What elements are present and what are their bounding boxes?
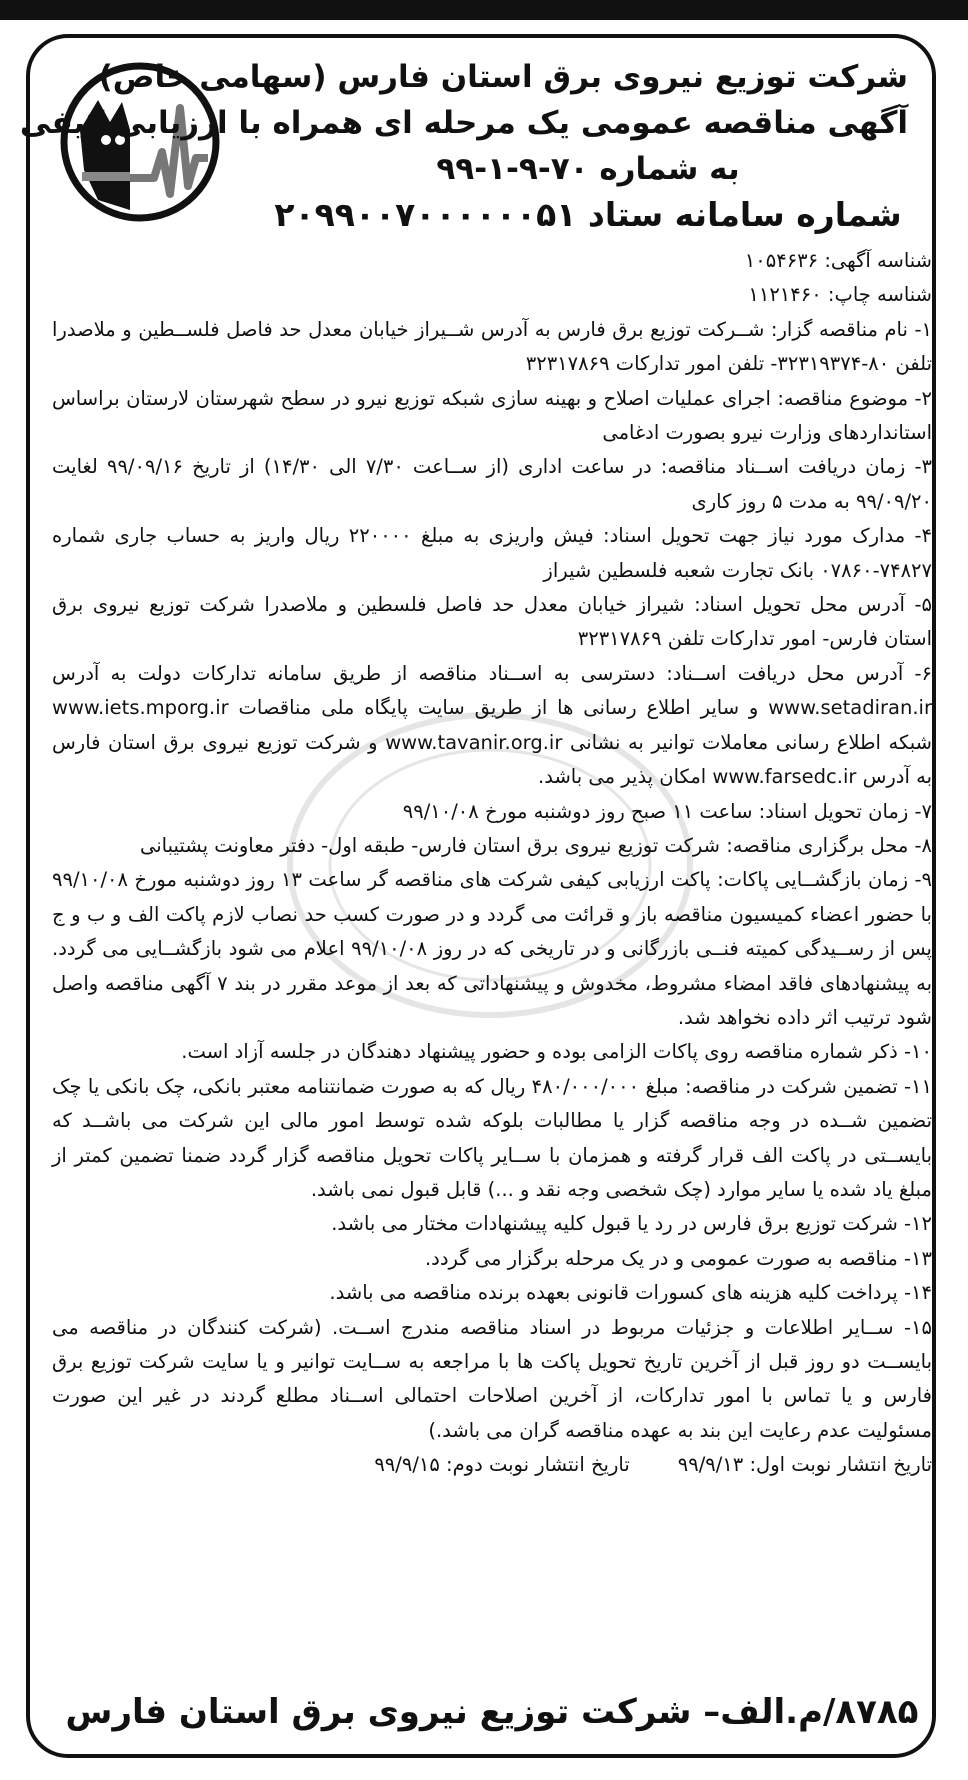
item-3: ۳- زمان دریافت اســناد مناقصه: در ساعت اداری (از ســاعت ۷/۳۰ الی ۱۴/۳۰) از تاریخ ۹۹/۰۹/۱۶ لغایت ۹۹/۰۹/۲۰ به مدت ۵ روز کاری <box>52 455 932 513</box>
item-9: ۹- زمان بازگشــایی پاکات: پاکت ارزیابی کیفی شرکت های مناقصه گر ساعت ۱۳ روز دوشنبه مورخ ۹۹/۱۰/۰۸ با حضور اعضاء کمیسیون مناقصه باز و قرائت می گردد و در صورت کسب حد نصاب لازم پاکت الف و ب و ج پس از رســیدگی کمیته فنــی بازرگانی و در تاریخی که در روز ۹۹/۱۰/۰۸ اعلام می شود بازگشــایی می گردد. به پیشنهادهای فاقد امضاء مشروط، مخدوش و پیشنهاداتی که بعد از موعد مقرر در بند ۷ آگهی مناقصه واصل شود ترتیب اثر داده نخواهد شد. <box>52 868 932 1029</box>
tender-number: به شماره ۷۰-۹-۱-۹۹ <box>436 151 740 187</box>
company-title: شرکت توزیع نیروی برق استان فارس (سهامی خاص) <box>98 59 908 95</box>
item-8: ۸- محل برگزاری مناقصه: شرکت توزیع نیروی برق استان فارس- طبقه اول- دفتر معاونت پشتیبانی <box>140 833 932 857</box>
item-6: ۶- آدرس محل دریافت اســناد: دسترسی به اســناد مناقصه از طریق سامانه تدارکات دولت به آدرس www.setadiran.ir و سایر اطلاع رسانی ها از طریق سایت پایگاه ملی مناقصات www.iets.mporg.ir شبکه اطلاع رسانی معاملات توانیر به نشانی www.tavanir.org.ir و شرکت توزیع نیروی برق استان فارس به آدرس www.farsedc.ir امکان پذیر می باشد. <box>52 661 932 789</box>
item-11: ۱۱- تضمین شرکت در مناقصه: مبلغ ۴۸۰/۰۰۰/۰۰۰ ریال که به صورت ضمانتنامه معتبر بانکی، چک بانکی یا چک تضمین شــده در وجه مناقصه گزار یا مطالبات بلوکه شده توسط امور مالی این شرکت می باشــد که بایســتی در پاکت الف قرار گرفته و همزمان با ســایر پاکات تحویل مناقصه گزار گردد ضمنا تضمین کمتر از مبلغ یاد شده یا سایر موارد (چک شخصی وجه نقد و ...) قابل قبول نمی باشد. <box>52 1074 932 1201</box>
item-7: ۷- زمان تحویل اسناد: ساعت ۱۱ صبح روز دوشنبه مورخ ۹۹/۱۰/۰۸ <box>402 799 932 823</box>
print-id: شناسه چاپ: ۱۱۲۱۴۶۰ <box>748 283 932 307</box>
notice-footer: ۸۷۸۵/م.الف– شرکت توزیع نیروی برق استان فارس <box>65 1692 919 1732</box>
item-12: ۱۲- شرکت توزیع برق فارس در رد یا قبول کلیه پیشنهادات مختار می باشد. <box>331 1212 932 1236</box>
item-14: ۱۴- پرداخت کلیه هزینه های کسورات قانونی بعهده برنده مناقصه می باشد. <box>329 1281 932 1305</box>
notice-id: شناسه آگهی: ۱۰۵۴۶۳۶ <box>744 249 932 272</box>
item-4: ۴- مدارک مورد نیاز جهت تحویل اسناد: فیش واریزی به مبلغ ۲۲۰۰۰۰ ریال واریز به حساب جاری شماره ۷۴۸۲۷-۰۷۸۶۰ بانک تجارت شعبه فلسطین شیراز <box>52 524 932 582</box>
publication-first: تاریخ انتشار نوبت اول: ۹۹/۹/۱۳ <box>677 1453 932 1477</box>
item-5: ۵- آدرس محل تحویل اسناد: شیراز خیابان معدل حد فاصل فلسطین و ملاصدرا شرکت توزیع نیروی برق استان فارس- امور تدارکات تلفن ۳۲۳۱۷۸۶۹ <box>52 593 932 651</box>
notice-body <box>52 244 932 1483</box>
item-15: ۱۵- ســایر اطلاعات و جزئیات مربوط در اسناد مناقصه مندرج اســت. (شرکت کنندگان در مناقصه می بایســت دو روز قبل از آخرین تاریخ تحویل پاکت ها با مراجعه به ســایت توانیر و یا سایت شرکت توزیع برق فارس و یا تماس با امور تدارکات، از آخرین اصلاحات احتمالی اســناد مطلع گردند در غیر این صورت مسئولیت عدم رعایت این بند به عهده مناقصه گران می باشد.) <box>52 1315 932 1442</box>
item-2: ۲- موضوع مناقصه: اجرای عملیات اصلاح و بهینه سازی شبکه توزیع نیرو در سطح شهرستان لارستان براساس استانداردهای وزارت نیرو بصورت ادغامی <box>52 386 932 445</box>
top-black-bar <box>0 0 968 20</box>
setad-number: شماره سامانه ستاد ۲۰۹۹۰۰۷۰۰۰۰۰۰۵۱ <box>274 195 902 234</box>
notice-header <box>19 54 908 238</box>
tender-title: آگهی مناقصه عمومی یک مرحله ای همراه با ارزیابی کیفی <box>19 105 908 141</box>
publication-dates <box>52 1448 932 1482</box>
item-10: ۱۰- ذکر شماره مناقصه روی پاکات الزامی بوده و حضور پیشنهاد دهندگان در جلسه آزاد است. <box>181 1040 932 1064</box>
item-13: ۱۳- مناقصه به صورت عمومی و در یک مرحله برگزار می گردد. <box>424 1246 932 1270</box>
item-1: ۱- نام مناقصه گزار: شــرکت توزیع برق فارس به آدرس شــیراز خیابان معدل حد فاصل فلســطین و ملاصدرا تلفن ۸۰-۳۲۳۱۹۳۷۴- تلفن امور تدارکات ۳۲۳۱۷۸۶۹ <box>52 317 932 376</box>
publication-second: تاریخ انتشار نوبت دوم: ۹۹/۹/۱۵ <box>374 1453 630 1477</box>
